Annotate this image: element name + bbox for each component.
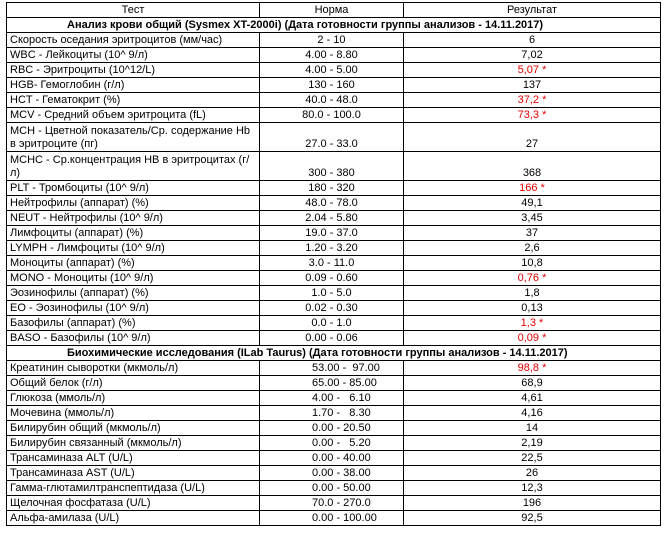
result-value: 37 [404, 226, 661, 241]
result-value: 26 [404, 466, 661, 481]
table-row [7, 93, 661, 108]
test-name: Скорость оседания эритроцитов (мм/час) [7, 33, 260, 48]
result-value: 4,61 [404, 391, 661, 406]
reference-range: 0.00 - 20.50 [260, 421, 404, 436]
test-name: Билирубин связанный (мкмоль/л) [7, 436, 260, 451]
section-title-blood: Анализ крови общий (Sysmex XT-2000i) (Дата готовности группы анализов - 14.11.2017) [7, 18, 661, 33]
table-row [7, 108, 661, 123]
table-row [7, 256, 661, 271]
reference-range: 53.00 - 97.00 [260, 361, 404, 376]
header-norm: Норма [260, 3, 404, 18]
table-row [7, 241, 661, 256]
result-value-abnormal: 98,8 * [404, 361, 661, 376]
result-value: 2,19 [404, 436, 661, 451]
reference-range: 65.00 - 85.00 [260, 376, 404, 391]
table-row [7, 196, 661, 211]
table-row [7, 123, 661, 152]
reference-range: 4.00 - 8.80 [260, 48, 404, 63]
table-row [7, 331, 661, 346]
reference-range: 1.70 - 8.30 [260, 406, 404, 421]
result-value-abnormal: 0,76 * [404, 271, 661, 286]
result-value: 10,8 [404, 256, 661, 271]
table-row [7, 152, 661, 181]
result-value: 2,6 [404, 241, 661, 256]
result-value-abnormal: 166 * [404, 181, 661, 196]
test-name: HGB- Гемоглобин (г/л) [7, 78, 260, 93]
table-row [7, 361, 661, 376]
result-value-abnormal: 73,3 * [404, 108, 661, 123]
table-row [7, 316, 661, 331]
result-value: 12,3 [404, 481, 661, 496]
reference-range: 180 - 320 [260, 181, 404, 196]
test-name: WBC - Лейкоциты (10^ 9/л) [7, 48, 260, 63]
test-name: MCHC - Ср.концентрация HB в эритроцитах (г/л) [7, 152, 260, 181]
reference-range: 2 - 10 [260, 33, 404, 48]
test-name: Трансаминаза ALT (U/L) [7, 451, 260, 466]
result-value: 22,5 [404, 451, 661, 466]
test-name: HCT - Гематокрит (%) [7, 93, 260, 108]
result-value: 14 [404, 421, 661, 436]
table-row [7, 63, 661, 78]
result-value: 27 [404, 123, 661, 152]
lab-results-table [6, 2, 661, 526]
result-value-abnormal: 37,2 * [404, 93, 661, 108]
table-row [7, 286, 661, 301]
reference-range: 40.0 - 48.0 [260, 93, 404, 108]
test-name: Моноциты (аппарат) (%) [7, 256, 260, 271]
table-body [7, 18, 661, 526]
result-value: 92,5 [404, 511, 661, 526]
reference-range: 0.00 - 5.20 [260, 436, 404, 451]
test-name: LYMPH - Лимфоциты (10^ 9/л) [7, 241, 260, 256]
result-value: 4,16 [404, 406, 661, 421]
reference-range: 0.00 - 0.06 [260, 331, 404, 346]
test-name: Билирубин общий (мкмоль/л) [7, 421, 260, 436]
result-value: 137 [404, 78, 661, 93]
reference-range: 0.00 - 40.00 [260, 451, 404, 466]
test-name: Креатинин сыворотки (мкмоль/л) [7, 361, 260, 376]
table-row [7, 271, 661, 286]
test-name: BASO - Базофилы (10^ 9/л) [7, 331, 260, 346]
table-row [7, 226, 661, 241]
reference-range: 0.09 - 0.60 [260, 271, 404, 286]
result-value: 0,13 [404, 301, 661, 316]
reference-range: 0.00 - 50.00 [260, 481, 404, 496]
table-row [7, 406, 661, 421]
table-row [7, 481, 661, 496]
result-value-abnormal: 1,3 * [404, 316, 661, 331]
table-row [7, 48, 661, 63]
reference-range: 0.00 - 38.00 [260, 466, 404, 481]
test-name: MCH - Цветной показатель/Ср. содержание Hb в эритроците (пг) [7, 123, 260, 152]
reference-range: 19.0 - 37.0 [260, 226, 404, 241]
test-name: Гамма-глютамилтранспептидаза (U/L) [7, 481, 260, 496]
header-result: Результат [404, 3, 661, 18]
reference-range: 27.0 - 33.0 [260, 123, 404, 152]
test-name: Мочевина (ммоль/л) [7, 406, 260, 421]
result-value: 1,8 [404, 286, 661, 301]
result-value: 3,45 [404, 211, 661, 226]
test-name: Общий белок (г/л) [7, 376, 260, 391]
result-value: 49,1 [404, 196, 661, 211]
test-name: Глюкоза (ммоль/л) [7, 391, 260, 406]
test-name: Щелочная фосфатаза (U/L) [7, 496, 260, 511]
section-row-biochem [7, 346, 661, 361]
test-name: Трансаминаза AST (U/L) [7, 466, 260, 481]
table-row [7, 391, 661, 406]
result-value-abnormal: 0,09 * [404, 331, 661, 346]
reference-range: 3.0 - 11.0 [260, 256, 404, 271]
table-row [7, 376, 661, 391]
reference-range: 80.0 - 100.0 [260, 108, 404, 123]
table-row [7, 181, 661, 196]
reference-range: 300 - 380 [260, 152, 404, 181]
table-header-row [7, 3, 661, 18]
test-name: PLT - Тромбоциты (10^ 9/л) [7, 181, 260, 196]
test-name: MCV - Средний объем эритроцита (fL) [7, 108, 260, 123]
reference-range: 1.20 - 3.20 [260, 241, 404, 256]
reference-range: 0.0 - 1.0 [260, 316, 404, 331]
reference-range: 4.00 - 5.00 [260, 63, 404, 78]
result-value-abnormal: 5,07 * [404, 63, 661, 78]
reference-range: 70.0 - 270.0 [260, 496, 404, 511]
table-row [7, 451, 661, 466]
table-row [7, 33, 661, 48]
section-row-blood [7, 18, 661, 33]
section-title-biochem: Биохимические исследования (ILab Taurus) (Дата готовности группы анализов - 14.11.2017) [7, 346, 661, 361]
test-name: NEUT - Нейтрофилы (10^ 9/л) [7, 211, 260, 226]
table-row [7, 211, 661, 226]
test-name: RBC - Эритроциты (10^12/L) [7, 63, 260, 78]
result-value: 368 [404, 152, 661, 181]
test-name: EO - Эозинофилы (10^ 9/л) [7, 301, 260, 316]
result-value: 196 [404, 496, 661, 511]
reference-range: 130 - 160 [260, 78, 404, 93]
test-name: Нейтрофилы (аппарат) (%) [7, 196, 260, 211]
table-row [7, 421, 661, 436]
result-value: 6 [404, 33, 661, 48]
result-value: 68,9 [404, 376, 661, 391]
table-row [7, 511, 661, 526]
test-name: Базофилы (аппарат) (%) [7, 316, 260, 331]
test-name: MONO - Моноциты (10^ 9/л) [7, 271, 260, 286]
table-row [7, 466, 661, 481]
reference-range: 0.02 - 0.30 [260, 301, 404, 316]
header-test: Тест [7, 3, 260, 18]
test-name: Альфа-амилаза (U/L) [7, 511, 260, 526]
table-row [7, 78, 661, 93]
result-value: 7,02 [404, 48, 661, 63]
table-row [7, 436, 661, 451]
reference-range: 48.0 - 78.0 [260, 196, 404, 211]
test-name: Лимфоциты (аппарат) (%) [7, 226, 260, 241]
reference-range: 4.00 - 6.10 [260, 391, 404, 406]
reference-range: 1.0 - 5.0 [260, 286, 404, 301]
reference-range: 2.04 - 5.80 [260, 211, 404, 226]
table-row [7, 496, 661, 511]
test-name: Эозинофилы (аппарат) (%) [7, 286, 260, 301]
table-row [7, 301, 661, 316]
reference-range: 0.00 - 100.00 [260, 511, 404, 526]
